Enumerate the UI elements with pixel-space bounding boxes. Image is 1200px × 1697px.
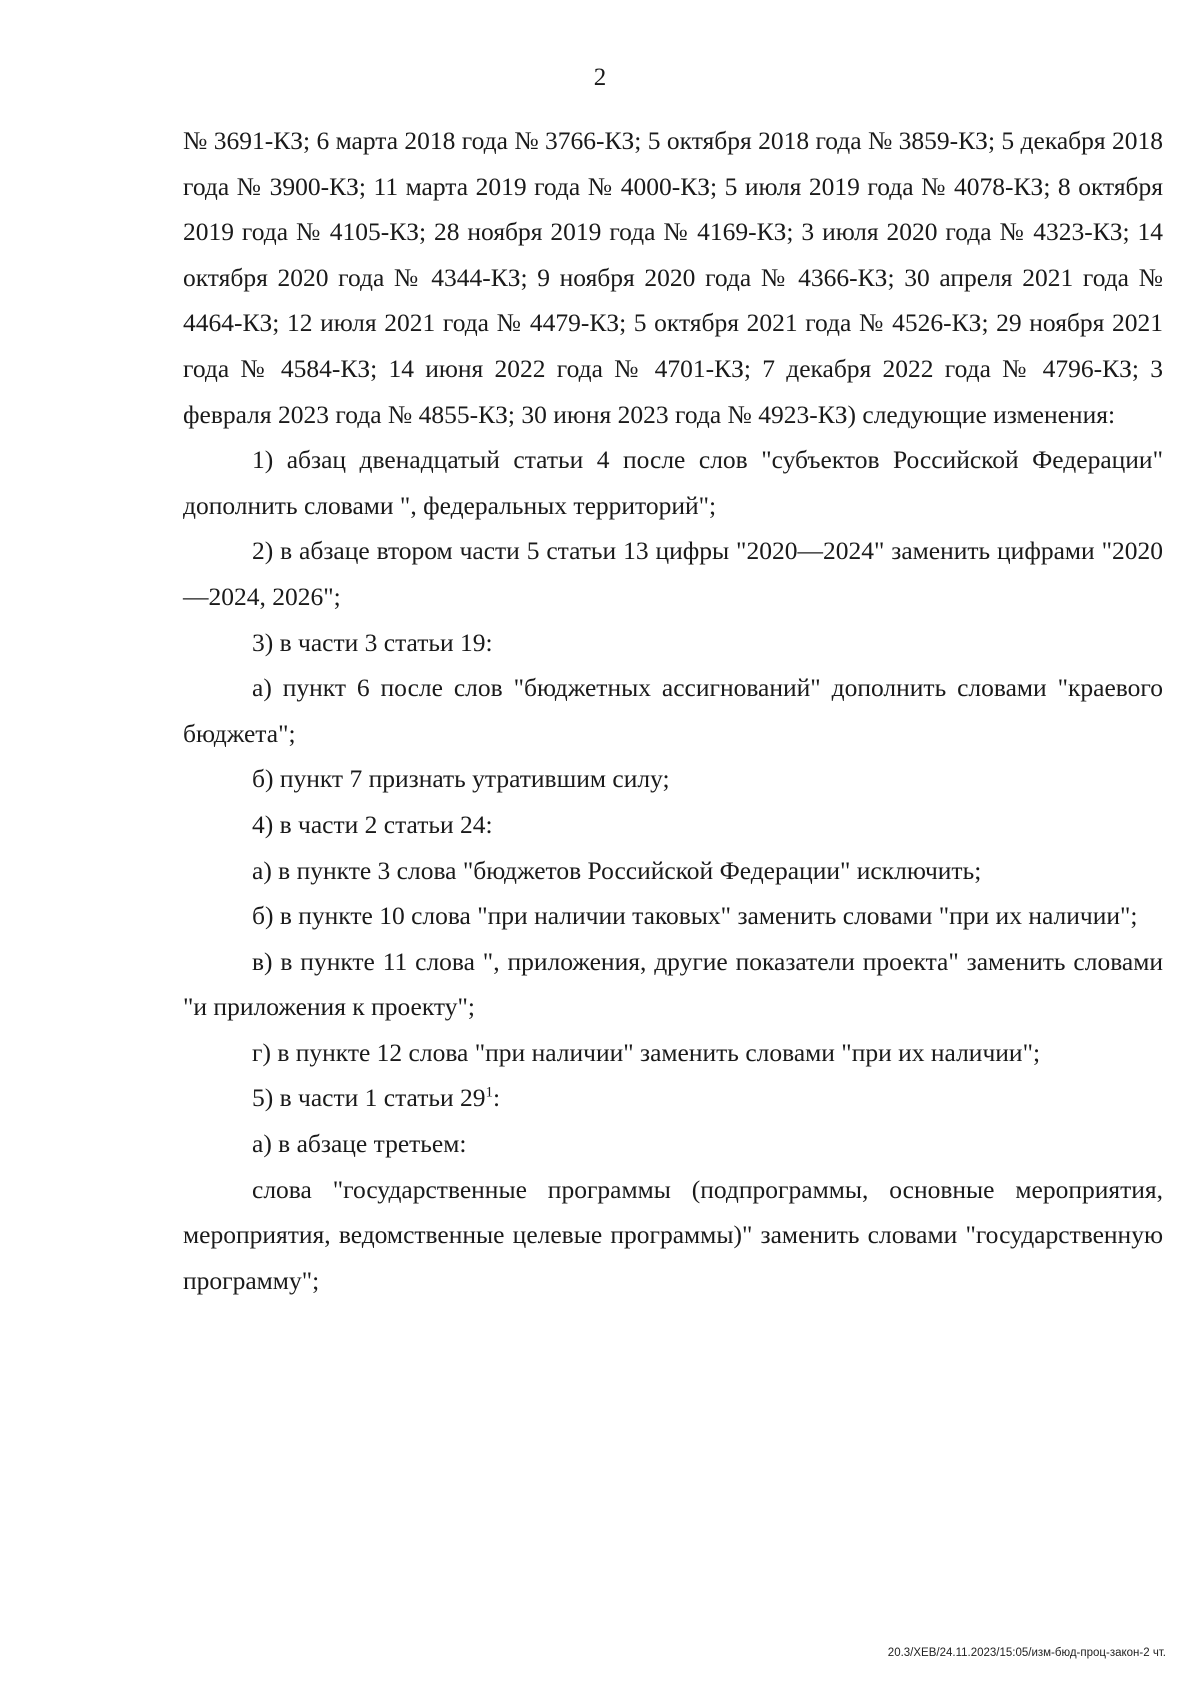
paragraph-item-3b: б) пункт 7 признать утратившим силу;	[252, 764, 670, 794]
item-5-colon: :	[493, 1083, 501, 1113]
item-5-text: 5) в части 1 статьи 29	[252, 1083, 486, 1113]
footer-document-code: 20.3/ХЕВ/24.11.2023/15:05/изм-бюд-проц-закон-2 чт.	[887, 1647, 1166, 1659]
paragraph-item-1: 1) абзац двенадцатый статьи 4 после слов "субъектов Российской Федерации" дополнить словами ", федеральных территорий";	[183, 445, 1163, 520]
paragraph-item-4: 4) в части 2 статьи 24:	[252, 809, 493, 839]
paragraph-item-5a-text: слова "государственные программы (подпрограммы, основные мероприятия, мероприятия, ведомственные целевые программы)" заменить словами "государственную программу";	[183, 1174, 1163, 1295]
paragraph-item-2: 2) в абзаце втором части 5 статьи 13 цифры "2020—2024" заменить цифрами "2020—2024, 2026";	[183, 536, 1163, 611]
page-number: 2	[593, 64, 607, 91]
paragraph-item-5a: а) в абзаце третьем:	[252, 1129, 467, 1159]
paragraph-item-4c: в) в пункте 11 слова ", приложения, другие показатели проекта" заменить словами "и приложения к проекту";	[183, 946, 1163, 1022]
paragraph-item-5	[183, 1075, 1163, 1121]
paragraph-item-4d: г) в пункте 12 слова "при наличии" заменить словами "при их наличии";	[252, 1037, 1041, 1067]
paragraph-item-3: 3) в части 3 статьи 19:	[252, 627, 493, 657]
paragraph-item-4b: б) в пункте 10 слова "при наличии таковых" заменить словами "при их наличии";	[252, 901, 1138, 931]
item-5-superscript: 1	[485, 1084, 494, 1101]
paragraph-intro: № 3691-КЗ; 6 марта 2018 года № 3766-КЗ; 5 октября 2018 года № 3859-КЗ; 5 декабря 2018 года № 3900-КЗ; 11 марта 2019 года № 4000-КЗ; 5 июля 2019 года № 4078-КЗ; 8 октября 2019 года № 4105-КЗ; 28 ноября 2019 года № 4169-КЗ; 3 июля 2020 года № 4323-КЗ; 14 октября 2020 года № 4344-КЗ; 9 ноября 2020 года № 4366-КЗ; 30 апреля 2021 года № 4464-КЗ; 12 июля 2021 года № 4479-КЗ; 5 октября 2021 года № 4526-КЗ; 29 ноября 2021 года № 4584-КЗ; 14 июня 2022 года № 4701-КЗ; 7 декабря 2022 года № 4796-КЗ; 3 февраля 2023 года № 4855-КЗ; 30 июня 2023 года № 4923-КЗ) следующие изменения:	[183, 126, 1163, 429]
document-body	[183, 118, 1163, 1303]
paragraph-item-4a: а) в пункте 3 слова "бюджетов Российской Федерации" исключить;	[252, 855, 982, 885]
paragraph-item-3a: а) пункт 6 после слов "бюджетных ассигнований" дополнить словами "краевого бюджета";	[183, 673, 1163, 748]
